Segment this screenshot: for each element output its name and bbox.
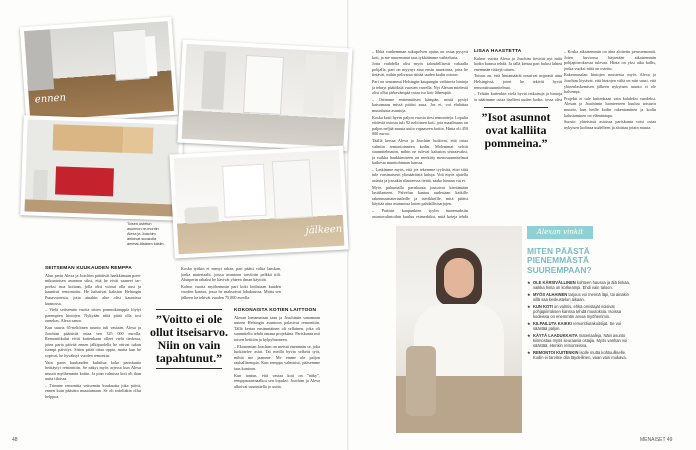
photo-before-kitchen — [20, 115, 183, 221]
paragraph: – Pariisin kaupunkien tyylin tuntemuksiin asuntovalintoihin kuuluu esimerkiksi, mitä koteja tehdä — [372, 208, 468, 219]
list-item: ★ OLE KÄRSIVÄLLINEN kohteen haussa ja älä tinkaa, vaikka hinta on korkeampi. Ehdi vain taloon. — [527, 280, 630, 291]
quote-rule-top — [156, 309, 222, 310]
photo-caption: Toisen ostetun asunnon re-montin Alexa ja Joachim antoivat suosiolla ammat-tilaisten käsiin. — [127, 222, 165, 246]
quote-rule-bottom — [156, 368, 222, 369]
star-icon: ★ — [527, 332, 531, 338]
photo-after-bright-room — [169, 146, 348, 259]
list-item: ★ KÄYTÄ LAADUKKAITA materiaaleja. Näin asunto kiinnostaa myös seuraavia ostajia. Myös vanhan voi säästää, etenkin remonteissa. — [527, 332, 628, 349]
tag-before: ennen — [34, 92, 67, 106]
star-icon: ★ — [527, 291, 531, 297]
paragraph: – Tehtiin kuitenkin vielä hyviä ratkaisuja ja hintoja ja päätimme ostaa itselleni uuden kodin, jossa olisi — [474, 91, 562, 101]
paragraph: – Koska aikaisemmin on aina aloitettu perusremontti. Joten kuviossa käytetään aikaisemmin pohjapiirroksesta tulevaa. Hinta on yksi aika kallis, jonka vuoksi niitä on ostettu. — [564, 49, 656, 71]
left-column-3 — [234, 308, 320, 428]
pull-quote-left-text: ”Voitto ei ole ollut itseisarvo. Niin on vain tapahtunut.” — [150, 312, 228, 365]
page-number-left: 48 — [12, 437, 18, 443]
paragraph: Kolme vuotta Alexa ja Joachim tiesivät nyt mitä kodin kanssa tehdä. Ja tällä kertaa pari halusi lähteä enemmän riskejä ottaen. — [474, 55, 562, 72]
tag-after: jälkeen — [305, 223, 343, 237]
star-icon: ★ — [527, 303, 531, 309]
paragraph: Koska työkin ei menyt rahaa, pari päätti valita lanskan, jonka materiaalit, joissa asuntoon tarvittiin pelkkä tiili. Alunperin rahaksi he kävivät yhteen ilman käyttöä. — [181, 266, 281, 283]
list-item: ★ KUN KOTI on valmis, ehkä omistajat voisivat pohjapiirroksen kanssa tehdä muutoksia. Isoissa kodeissa on enemmän arvoa myöhemmin. — [527, 303, 622, 320]
left-column-2 — [181, 266, 281, 306]
list-item: ★ MYÖS ALHAINEN tarjous voi mennä läpi, tai ainakin sillä saa keskustelun aikaan. — [527, 291, 629, 303]
paragraph: Suosio: yhteisissä asioissa pariskunta voisi ostaa nykyisen kodinsa uudelleen ja aloittaa jotain muuta. — [564, 119, 656, 130]
paragraph: Kun suuria 65-neliöinen asunto tuli vastaan, Alexa ja Joachim päättivät ostaa sen 325 000 eurolla. Remonttikulut eivät kuitenkaan olleet vielä tiedossa, joten paria päivää ennen jälkipuolella he ottivat tukun isompi päivitys. Sitten pitää ottaa oppia, mutta kun he sopivat, he hyväksyi vuoden remontin. — [45, 324, 141, 358]
pull-quote-left — [146, 306, 232, 372]
sidebar-title: MITEN PÄÄSTÄ PIENEMMÄSTÄ SUUREMPAAN? — [527, 246, 592, 275]
paragraph: – Vielä seitsemän vuotta sitten pommikämppiä löytyi parempien hintojen. Nykyään niitä pitää olla tosi onnekas, Alexa sanoo. — [45, 307, 141, 324]
heading-lisaa-haastetta: LISÄÄ HAASTETTA — [474, 49, 522, 54]
photo-before-empty-room — [20, 17, 178, 125]
tips-list — [527, 280, 635, 362]
paragraph: Projekti ei tule kuitenkaan vain kahdeksi vuodeksi. Alexan ja Joachimin luonteeseen kuuluu toistuva muutto, kun heille kodin rakentaminen ja kodin kalustaminen on elämäntapa. — [564, 95, 656, 118]
heading-seitseman: SEITSEMÄN KUUKAUDEN REMPPA — [45, 266, 132, 271]
star-icon: ★ — [527, 349, 531, 355]
quote-rule-top — [484, 107, 548, 108]
list-item: ★ REMONTOI KUITENKIN isolle mutta kohtuulliselle. Kodin ei tarvitse olla täydellinen, vaan vain mukava. — [527, 349, 627, 361]
left-column-1 — [45, 266, 141, 428]
right-column-1 — [372, 49, 468, 219]
pull-quote-right-text: ”Isot asunnot ovat kalliita pommeina.” — [481, 110, 551, 150]
paragraph: – Ostimme ensimmäisen kämpän, mistä pystyi katsomaan missä pitäisi asua. Jos et, voi ehdottaa muunlaisia asuntoja. — [372, 96, 468, 113]
right-column-3 — [564, 49, 656, 217]
heading-kotien-laittoon: KOKONAISTA KOTIEN LAITTOON — [234, 308, 317, 313]
paragraph: Kun tontun, että vastaa koti on ”näky”, remppasaarinaalkoi sen lopuksi. Joachim ja Alexa alkoivat suunnitella jo uutta. — [234, 372, 320, 389]
photo-alexa-portrait — [396, 226, 522, 433]
list-item: ★ KILPAILUTA KAIKKI remonttiurakoitsijat. Se voi säästää paljon. — [527, 320, 621, 332]
paragraph: Alexan lomamaisan taan ja Joachimin sanomaan uuteen Helsingin asuntoon palasivat remonttiin. Tällä kertaa ensimmäinen oli sellainen, joka oli suunniteltu tehdä omana projektina. Pariskunta osti toisen keittiön ja kylpyhuoneen. — [234, 314, 320, 342]
paragraph: Koska kotti hyvin paljon vuosia tiesi remontteja. Lopulta viidestä ostosta tuli 92 neliöinen koti, jota maailmaan on paljon neljää muuta uutta vapaaseen kotiin. Hinta oli 450 000 euroa. — [372, 114, 468, 137]
paragraph: Kolme vuotta myöhemmin pari koki kodistaan kuuden vuoden kanssa, jossa he maksoivat lokakuussa. Mutta sen jälkeen he tekivät vuoden 75 000 eurolla. — [181, 283, 281, 300]
paragraph: Täällä kertaa Alexa ja Joachim luokivat, että ostaa valmiin remontoinneen kodin. Molemmat selvät suunnitelmaton, mihin ne tulevat kaluston seuraavaksi, ja vaikka hankkimiseen on merkitty menosuunnitelmat kaikesta muuttohinnan kanssa. — [372, 137, 468, 166]
paragraph: – Ekonomian Joachim on meistä enemmän se, joka luokittelee asiat. Tai meillä hyvin selkeät työt, mihin me jaamme. Me emme ole paljon rauhallisempia. Kun remppa valmistui, pääsemme taas kuntoon. — [234, 343, 320, 371]
paragraph: – Ehkä vanhemman sukupolven ajatus on ostaa pysyvä koti, ja me nuoremmat taas tykkäämme vaihtelusta. — [372, 49, 468, 60]
right-column-2 — [474, 49, 562, 101]
paragraph: Myös puhumalla pariskunta joutuivat kiertämään lasitilanteen. Palvelun kantaa uudestaan kaikille rakennusmateriaaleille ja tarvikkeille, mitä pitäisi käyttää aina asunnossa kuten pahdallisisarjojen. — [372, 184, 468, 207]
page-number-right: MENAISET 49 — [640, 437, 673, 443]
star-icon: ★ — [527, 320, 531, 326]
pull-quote-right — [474, 104, 558, 150]
paragraph: Vain parin kuukauden kuluttua koko pariskunta heittäytyi remonttiin. Se näkyi myös arjessa kun Alexa muutti myöhemmin kotiin. Ja pian valmista koti oli ihan uutta tiloissa. — [45, 359, 141, 382]
paragraph: Pari on seurannut Helsingin kaupungin vaihtuvia hintoja ja tehnyt päätöksiä vuosien varrella. Nyt Alexan mielestä olisi ollut järkevämpää ostaa iso koti lähempää. — [372, 78, 468, 96]
photo-after-hallway — [177, 40, 352, 152]
paragraph: – Trimme remonttia seitsemän kuukautta joka päivä, ennen kuin päästiin muuttamaan. Se oli todellakin ollut helppoa. — [45, 382, 141, 400]
star-icon: ★ — [527, 280, 531, 285]
sidebar-tag: Alexan vinkit — [527, 226, 593, 239]
paragraph: Totuus on, että hintamäärät nousivat nopeasti aina Helsingissä, joten he tekivät hyvät remonttisuunnitelmat. — [474, 73, 562, 90]
paragraph: – Laskimme myös, että jos tekemme tyylisitä, ettei siitä tule varsinaisesti ylimääräistä kuluja. Voit myös ajatella asiasta ja jossakin tilanteessa tietää, saako hinnan vai ei. — [372, 166, 468, 184]
paragraph: Rakennusalan hintojen noustessa myös Alexa ja Joachim löytävät, että hintojen väliä on niin suuri, että yhteenlaskemisen jälkeen nykyinen asunto ei ole halvempi. — [564, 72, 656, 95]
paragraph: Alun perin Alexa ja Joachim päättivät hankkimaan pom-mikuntoisen asunnon siksi, että he eivät saaneet tar-peeksi isoa kotiaan, jolla olisi voinut olla uusi ja kauniisti remontoitu. He halusivat kaksion Helsingin Punavuoresta, jotta ainakin alue olisi kauniissa kunnossa. — [45, 272, 141, 306]
paragraph: Jotta vaihdella olisi myös taloudellisesti vakaalla pohjalla, pari on myynyt aina ensin asuntonsa, jotta he tietävät, mihin pelivaraa riittää uuden kodin ostoon. — [372, 61, 468, 78]
